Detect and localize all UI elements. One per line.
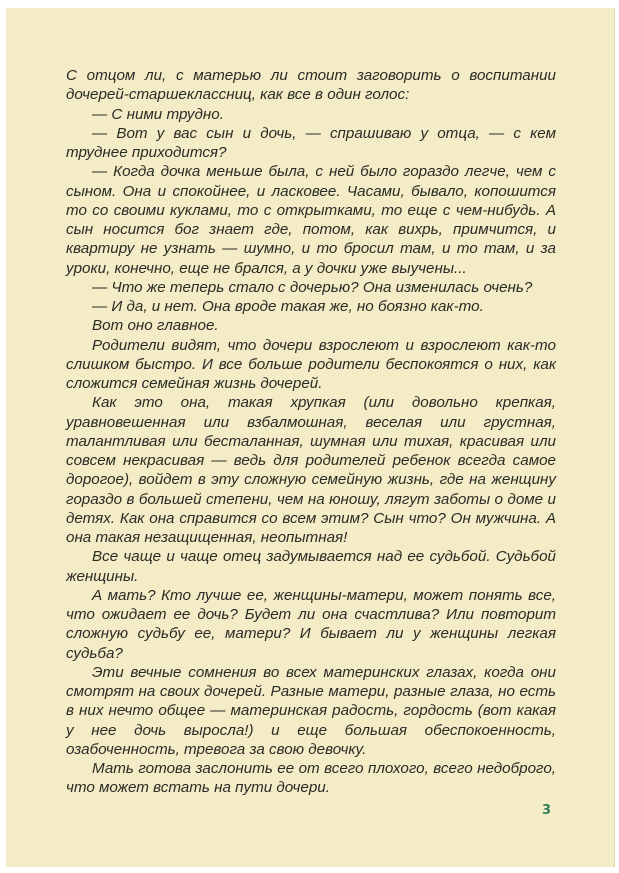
paragraph: — Что же теперь стало с дочерью? Она изменилась очень? bbox=[92, 278, 533, 296]
paragraph: — С ними трудно. bbox=[92, 105, 224, 123]
book-page bbox=[6, 8, 615, 867]
page-number: 3 bbox=[542, 803, 552, 818]
paragraph: Мать готова заслонить ее от всего плохого, всего недоброго, что может встать на пути дочери. bbox=[66, 760, 556, 797]
page-text bbox=[66, 66, 556, 798]
paragraph: Вот оно главное. bbox=[92, 317, 219, 335]
paragraph: — И да, и нет. Она вроде такая же, но боязно как-то. bbox=[92, 298, 484, 315]
paragraph: Все чаще и чаще отец задумывается над ее судьбой. Судьбой женщины. bbox=[66, 548, 556, 585]
paragraph: — Вот у вас сын и дочь, — спрашиваю у отца, — с кем труднее приходится? bbox=[66, 124, 556, 161]
paragraph: Родители видят, что дочери взрослеют и взрослеют как-то слишком быстро. И все больше родители беспокоятся о них, как сложится семейная жизнь дочерей. bbox=[66, 336, 556, 392]
paragraph: Эти вечные сомнения во всех материнских глазах, когда они смотрят на своих дочерей. Разные матери, разные глаза, но есть в них нечто общее — материнская радость, гордость (вот какая у нее дочь выросла!) и еще большая обеспокоенность, озабоченность, тревога за свою девочку. bbox=[66, 663, 556, 758]
paragraph: А мать? Кто лучше ее, женщины-матери, может понять все, что ожидает ее дочь? Будет ли она счастлива? Или повторит сложную судьбу ее, матери? И бывает ли у женщины легкая судьба? bbox=[66, 586, 556, 662]
paragraph: — Когда дочка меньше была, с ней было гораздо легче, чем с сыном. Она и спокойнее, и ласковее. Часами, бывало, копошится то со своими куклами, то с открытками, то еще с чем-нибудь. А сын носится бог знает где, потом, как вихрь, примчится, и квартиру не узнать — шумно, и то бросил там, и то там, и за уроки, конечно, еще не брался, а у дочки уже выучены... bbox=[66, 163, 556, 277]
paragraph: С отцом ли, с матерью ли стоит заговорить о воспитании дочерей-старшеклассниц, как все в один голос: bbox=[66, 67, 556, 104]
paragraph: Как это она, такая хрупкая (или довольно крепкая, уравновешенная или взбалмошная, веселая или грустная, талантливая или бесталанная, шумная или тихая, красивая или совсем некрасивая — ведь для родителей ребенок всегда самое дорогое), войдет в эту сложную семейную жизнь, где на женщину гораздо в большей степени, чем на юношу, лягут заботы о доме и детях. Как она справится со всем этим? Сын что? Он мужчина. А она такая незащищенная, неопытная! bbox=[66, 394, 556, 546]
